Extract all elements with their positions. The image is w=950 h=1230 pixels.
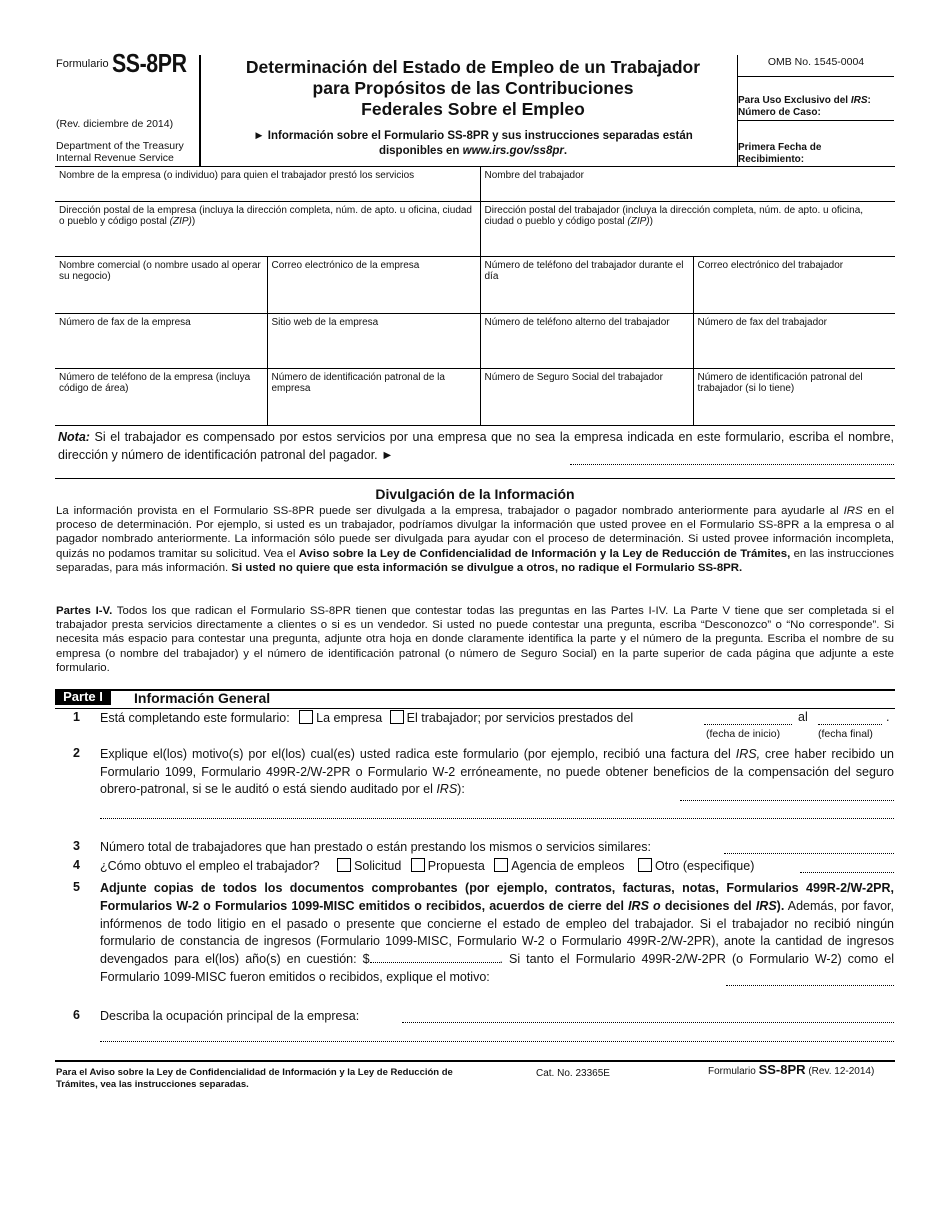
worker-address-field[interactable]: [480, 202, 895, 257]
note-text: Si el trabajador es compensado por estos servicios por una empresa que no sea la empresa indicada en este formulario, escriba el nombre, dirección y número de identificación patronal del pagador. ►: [58, 430, 894, 462]
field-label: Nombre comercial (o nombre usado al operar su negocio): [59, 260, 261, 282]
identification-grid: [55, 166, 895, 426]
disclosure-warning: Si usted no quiere que esta información se divulgue a otros, no radique el Formulario SS-8PR.: [231, 561, 743, 574]
paren: ): [649, 216, 653, 227]
department-line: Department of the Treasury: [56, 140, 184, 152]
form-revision: (Rev. 12-2014): [808, 1066, 875, 1077]
irs-use-text: Para Uso Exclusivo del: [738, 95, 851, 106]
employer-fax-field[interactable]: [55, 314, 267, 369]
income-amount-input[interactable]: [370, 962, 500, 963]
omb-number: OMB No. 1545-0004: [767, 56, 865, 68]
title-line: Federales Sobre el Empleo: [361, 99, 585, 119]
worker-email-field[interactable]: [693, 257, 895, 314]
section-divider: [55, 478, 895, 479]
form-number: SS-8PR: [758, 1062, 806, 1077]
option-label: La empresa: [316, 711, 383, 725]
option-label: Agencia de empleos: [511, 859, 625, 873]
form-title: [208, 57, 738, 120]
employer-website-field[interactable]: [267, 314, 480, 369]
form-word: Formulario: [56, 58, 109, 70]
field-label: Correo electrónico de la empresa: [271, 260, 420, 271]
info-url-link[interactable]: www.irs.gov/ss8pr: [462, 145, 564, 157]
privacy-act-ref: Aviso sobre la Ley de Confidencialidad de Información y la Ley de Reducción de Trámites,: [298, 547, 791, 560]
occupation-input-line[interactable]: [100, 1041, 894, 1042]
question-text: . Si tanto el Formulario 499R-2/W-2PR (o Formulario W-2) como el Formulario 1099-MISC fueron emitidos o recibidos, explique el motivo:: [100, 952, 894, 984]
question-text: ¿Cómo obtuvo el empleo el trabajador?: [100, 859, 320, 873]
text: en las instrucciones separadas, para más información.: [56, 547, 894, 574]
option-label: Otro (especifique): [655, 859, 755, 873]
irs-use-colon: :: [867, 95, 871, 106]
field-label: Número de teléfono de la empresa (incluya código de área): [59, 372, 251, 394]
employer-name-field[interactable]: [55, 167, 480, 202]
bold-text: Adjunte copias de todos los documentos comprobantes (por ejemplo, contratos, facturas, notas, Formularios 499R-2/W-2PR, Formularios W-2 o Formularios 1099-MISC emitidos o recibidos, acuerdos de cierre del: [100, 881, 894, 913]
irs-abbr: IRS o: [628, 898, 661, 913]
question-number: 6: [73, 1008, 80, 1022]
start-date-label: (fecha de inicio): [706, 728, 781, 740]
option-label: Propuesta: [427, 859, 485, 873]
note-label: Nota:: [58, 430, 90, 444]
irs-abbr: IRS: [843, 505, 863, 517]
option-label: Solicitud: [354, 859, 402, 873]
question-number: 4: [73, 858, 80, 872]
checkbox-propuesta[interactable]: [411, 858, 425, 872]
info-note: [208, 129, 738, 159]
field-label: Número de identificación patronal del trabajador (si lo tiene): [697, 372, 863, 394]
field-label: Número de Seguro Social del trabajador: [484, 372, 663, 383]
omb-divider: [738, 76, 894, 77]
option-label: El trabajador; por servicios prestados del: [406, 711, 634, 725]
question-text: ):: [457, 782, 465, 796]
question-number: 1: [73, 710, 80, 724]
start-date-input[interactable]: [704, 724, 792, 725]
question-text: Describa la ocupación principal de la empresa:: [100, 1009, 360, 1023]
checkbox-otro[interactable]: [638, 858, 652, 872]
reason-input-line[interactable]: [100, 818, 894, 819]
part-title: Información General: [134, 690, 271, 706]
field-label: Número de fax de la empresa: [59, 317, 191, 328]
checkbox-agencia[interactable]: [494, 858, 508, 872]
reason-input-line[interactable]: [680, 800, 894, 801]
question-2: [100, 746, 894, 799]
field-label: Nombre de la empresa (o individuo) para quien el trabajador prestó los servicios: [59, 170, 415, 181]
text: Todos los que radican el Formulario SS-8PR tienen que contestar todas las preguntas en las Partes I-IV. La Parte V tiene que ser completada si el trabajador presta servicios directamente a clientes o si es un vendedor. Si usted no puede contestar una pregunta, escriba “Desconozco” o “No corresponde”. Si necesita más espacio para contestar una pregunta, adjunte otra hoja en donde claramente identifica la parte y el número de la pregunta. Escriba el nombre de su empresa (o nombre del trabajador) y el número de identificación patronal (o número de Seguro Social) en la parte superior de cada página que adjunte a este formulario.: [56, 605, 895, 674]
irs-use-box: [738, 95, 871, 119]
checkbox-trabajador[interactable]: [390, 710, 404, 724]
receipt-date-box: [738, 142, 821, 166]
field-label: Nombre del trabajador: [484, 170, 584, 181]
info-end: .: [563, 145, 568, 157]
info-line: ► Información sobre el Formulario SS-8PR y sus instrucciones separadas están: [253, 130, 693, 142]
end-date-input[interactable]: [818, 724, 882, 725]
employer-email-field[interactable]: [267, 257, 480, 314]
receipt-date-label: Primera Fecha de: [738, 142, 822, 153]
question-text: Número total de trabajadores que han prestado o están prestando los mismos o servicios similares:: [100, 840, 651, 854]
question-text: Además, por favor, infórmenos de todo litigio en el pasado o presente que concierne el estado de empleo del trabajador. Si el trabajador no recibió ningún formulario de constancia de ingresos (Formulario 1099-MISC, Formulario W-2 o Formulario 499R-2/W-2PR), anote la cantidad de ingresos devengados para el(los) año(s) en cuestión:: [100, 898, 895, 967]
field-label: Número de identificación patronal de la empresa: [271, 372, 445, 394]
question-number: 3: [73, 839, 80, 853]
worker-fax-field[interactable]: [693, 314, 895, 369]
text: La información provista en el Formulario SS-8PR puede ser divulgada a la empresa, trabajador o pagador nombrado anteriormente para ayudarle al: [56, 505, 844, 517]
field-label: Correo electrónico del trabajador: [697, 260, 844, 271]
worker-phone-field[interactable]: [480, 257, 693, 314]
question-number: 5: [73, 880, 80, 894]
footer-form-id: [708, 1062, 874, 1077]
payer-note: [58, 428, 894, 464]
bold-text: ).: [776, 898, 785, 913]
field-label: Número de teléfono alterno del trabajador: [484, 317, 670, 328]
question-text: Está completando este formulario:: [100, 711, 290, 725]
question-text: cree haber recibido un Formulario 1099, Formulario 499R-2/W-2PR o Formulario W-2 erróneamente, no puede obtener beneficios de la compensación del seguro obrero-patronal, si se le auditó o está siendo auditado por el: [100, 747, 894, 796]
bold-text: decisiones del: [660, 898, 756, 913]
catalog-number: Cat. No. 23365E: [536, 1068, 610, 1079]
part-tab: Parte I: [55, 689, 111, 705]
irs-abbr: IRS: [850, 95, 868, 106]
department: [56, 140, 184, 164]
dollar-sign: $: [362, 952, 370, 967]
period: .: [886, 710, 890, 724]
checkbox-empresa[interactable]: [299, 710, 313, 724]
worker-alt-phone-field[interactable]: [480, 314, 693, 369]
checkbox-solicitud[interactable]: [337, 858, 351, 872]
explain-input-line[interactable]: [726, 985, 894, 986]
end-date-label: (fecha final): [818, 728, 873, 740]
occupation-input-line[interactable]: [402, 1022, 894, 1023]
irs-abbr: IRS: [755, 898, 777, 913]
question-5: [100, 880, 894, 987]
info-line: [208, 144, 738, 159]
text: en el proceso de determinación. Por ejemplo, si usted es un trabajador, podríamos divulgar la información que usted provee en el Formulario SS-8PR a la empresa o al pagador nombrado anteriormente. La información sólo puede ser divulgada para ayudar con el proceso de determinación. Si usted provee información incompleta, quizás no podamos tramitar su solicitud. Vea el: [56, 505, 894, 560]
irs-abbr: IRS,: [735, 747, 761, 761]
field-label: Número de teléfono del trabajador durante el día: [484, 260, 684, 282]
irs-use-label: [738, 95, 871, 107]
field-label: Sitio web de la empresa: [271, 317, 379, 328]
privacy-notice: Para el Aviso sobre la Ley de Confidencialidad de Información y la Ley de Reducción de Trámites, vea las instrucciones separadas.: [56, 1067, 453, 1090]
question-text: Explique el(los) motivo(s) por el(los) cual(es) usted radica este formulario (por ejemplo, recibió una factura del: [100, 747, 736, 761]
header-divider: [199, 55, 201, 166]
trade-name-field[interactable]: [55, 257, 267, 314]
date-al: al: [798, 710, 808, 724]
field-label: Dirección postal del trabajador (incluya la dirección completa, núm. de apto. u oficina, ciudad o pueblo y código postal: [484, 205, 864, 227]
question-4: [100, 858, 894, 876]
form-word: Formulario: [708, 1066, 756, 1077]
worker-ein-field[interactable]: [693, 369, 895, 426]
employer-address-field[interactable]: [55, 202, 480, 257]
title-line: para Propósitos de las Contribuciones: [312, 78, 634, 98]
revision-date: (Rev. diciembre de 2014): [56, 118, 174, 130]
payer-info-input[interactable]: [570, 464, 894, 465]
worker-name-field[interactable]: [480, 167, 895, 202]
paren: ): [191, 216, 196, 227]
title-line: Determinación del Estado de Empleo de un Trabajador: [245, 57, 701, 77]
info-text: disponibles en: [378, 145, 463, 157]
question-number: 2: [73, 746, 80, 760]
parts-paragraph: [56, 604, 894, 675]
receipt-date-label: Recibimiento:: [738, 154, 805, 165]
zip-word: (ZIP): [627, 216, 650, 227]
field-label: Número de fax del trabajador: [697, 317, 828, 328]
form-number: SS-8PR: [112, 48, 187, 78]
worker-ssn-field[interactable]: [480, 369, 693, 426]
employer-ein-field[interactable]: [267, 369, 480, 426]
worker-count-input[interactable]: [724, 853, 894, 854]
disclosure-paragraph: [56, 504, 894, 575]
zip-word: (ZIP): [169, 216, 192, 227]
disclosure-title: Divulgación de la Información: [375, 486, 575, 502]
field-label: Dirección postal de la empresa (incluya la dirección completa, núm. de apto. u oficina, ciudad o pueblo y código postal: [59, 205, 472, 227]
irs-abbr: IRS: [436, 782, 458, 796]
case-number-label: Número de Caso:: [738, 107, 821, 118]
employer-phone-field[interactable]: [55, 369, 267, 426]
parts-label: Partes I-V.: [56, 605, 113, 617]
other-specify-input[interactable]: [800, 872, 894, 873]
case-divider: [738, 120, 894, 121]
agency-line: Internal Revenue Service: [56, 152, 174, 164]
